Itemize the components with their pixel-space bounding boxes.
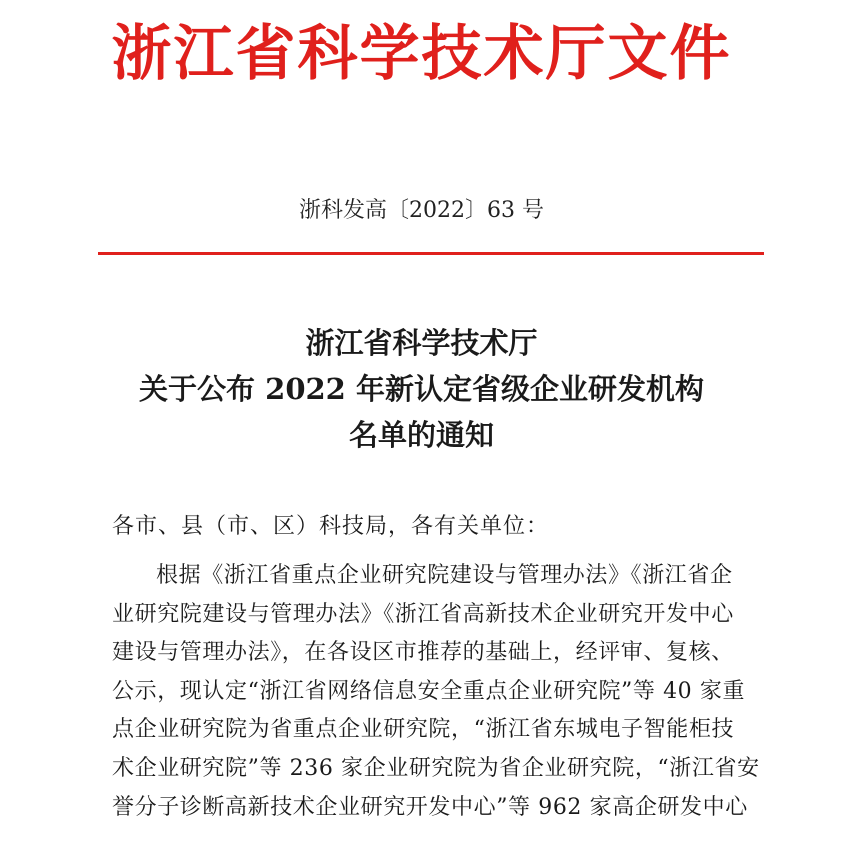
title-line-3: 名单的通知 <box>348 418 494 452</box>
addressee-line: 各市、县（市、区）科技局，各有关单位： <box>112 514 550 539</box>
red-divider-line <box>98 252 764 255</box>
document-number: 浙科发高〔2022〕63 号 <box>299 198 544 223</box>
body-line: 术企业研究院”等 236 家企业研究院为省企业研究院，“浙江省安 <box>112 755 760 781</box>
body-line: 公示，现认定“浙江省网络信息安全重点企业研究院”等 40 家重 <box>112 678 746 704</box>
title-line-2: 关于公布 2022 年新认定省级企业研发机构 <box>139 372 704 406</box>
body-line: 业研究院建设与管理办法》《浙江省高新技术企业研究开发中心 <box>112 601 734 627</box>
document-masthead: 浙江省科学技术厅文件 <box>111 19 732 89</box>
body-line: 根据《浙江省重点企业研究院建设与管理办法》《浙江省企 <box>156 563 733 588</box>
body-line: 建设与管理办法》，在各设区市推荐的基础上，经评审、复核、 <box>112 640 734 666</box>
body-line: 点企业研究院为省重点企业研究院，“浙江省东城电子智能柜技 <box>112 717 735 743</box>
title-line-1: 浙江省科学技术厅 <box>305 326 538 360</box>
document-title <box>0 320 843 458</box>
body-line: 誉分子诊断高新技术企业研究开发中心”等 962 家高企研发中心 <box>112 794 748 820</box>
body-paragraph <box>112 557 760 827</box>
